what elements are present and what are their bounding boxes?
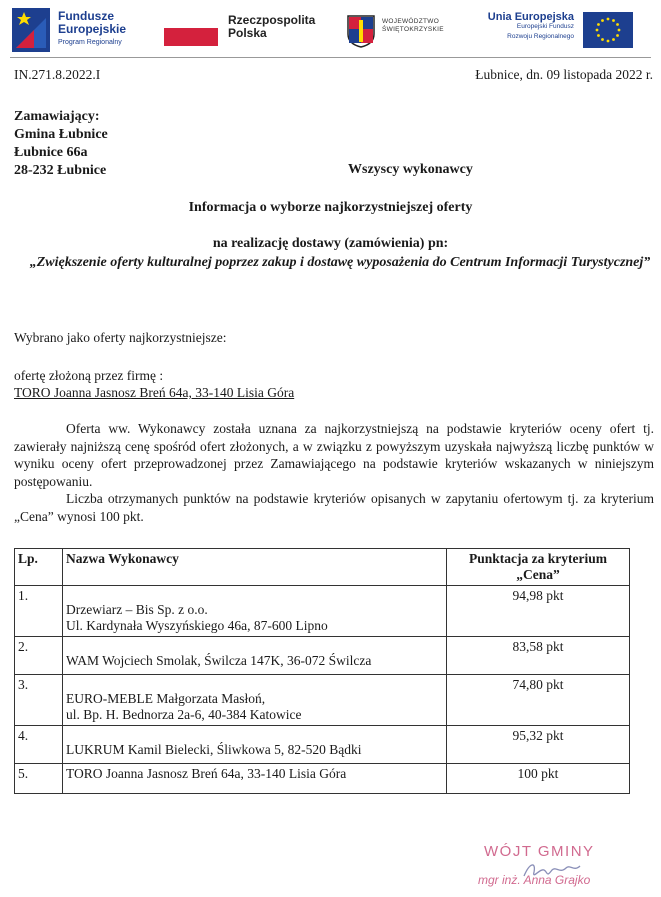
ue-line3: Rozwoju Regionalnego [507, 33, 574, 40]
sw-line2: ŚWIĘTOKRZYSKIE [382, 26, 444, 33]
row-name-line1: TORO Joanna Jasnosz Breń 64a, 33-140 Lisia Góra [66, 766, 347, 781]
zamawiajacy-street: Łubnice 66a [14, 145, 88, 160]
header-name: Nazwa Wykonawcy [63, 549, 447, 586]
eu-star-icon [607, 18, 610, 21]
place-date: Łubnice, dn. 09 listopada 2022 r. [475, 67, 653, 82]
row-name [63, 675, 447, 726]
row-name-line2: Ul. Kardynała Wyszyńskiego 46a, 87-600 Lipno [66, 618, 328, 633]
polish-flag-icon [164, 28, 218, 46]
document-subtitle: na realizację dostawy (zamówienia) pn: [212, 236, 449, 251]
chosen-intro: Wybrano jako oferty najkorzystniejsze: [14, 330, 227, 345]
row-name-line1: LUKRUM Kamil Bielecki, Śliwkowa 5, 82-520 Bądki [66, 742, 362, 757]
row-name-line1: WAM Wojciech Smolak, Świlcza 147K, 36-072 Świlcza [66, 653, 372, 668]
winning-firm: TORO Joanna Jasnosz Breń 64a, 33-140 Lisia Góra [14, 385, 295, 400]
eu-star-icon [607, 40, 610, 43]
row-lp: 2. [15, 637, 63, 675]
stamp-title: WÓJT GMINY [484, 843, 595, 860]
table-row [15, 675, 630, 726]
pl-line1: Rzeczpospolita [228, 13, 316, 27]
order-subject: „Zwiększenie oferty kulturalnej poprzez zakup i dostawę wyposażenia do Centrum Informacji Turystycznej” [29, 255, 651, 270]
header-lp: Lp. [15, 549, 63, 586]
row-lp: 3. [15, 675, 63, 726]
row-score: 94,98 pkt [447, 586, 630, 637]
rzeczpospolita-label [228, 14, 315, 40]
eu-star-icon [616, 23, 619, 26]
zamawiajacy-name: Gmina Łubnice [14, 127, 108, 142]
eu-star-icon [597, 23, 600, 26]
offers-table [14, 548, 630, 794]
row-name [63, 726, 447, 764]
offer-by-label: ofertę złożoną przez firmę : [14, 368, 164, 383]
row-name-line1: Drzewiarz – Bis Sp. z o.o. [66, 602, 208, 617]
row-name-line1: EURO-MEBLE Małgorzata Masłoń, [66, 691, 266, 706]
eu-flag-icon [583, 12, 633, 48]
row-name [63, 586, 447, 637]
header-divider [10, 57, 651, 58]
row-score: 83,58 pkt [447, 637, 630, 675]
ue-line1: Unia Europejska [487, 11, 574, 23]
swietokrzyskie-crest-icon [346, 14, 376, 48]
row-score: 100 pkt [447, 764, 630, 794]
zamawiajacy-label: Zamawiający: [14, 109, 100, 124]
row-name-line2: ul. Bp. H. Bednorza 2a-6, 40-384 Katowice [66, 707, 302, 722]
header-score: Punktacja za kryterium „Cena” [447, 549, 630, 586]
table-row [15, 586, 630, 637]
table-row [15, 726, 630, 764]
ue-line2: Europejski Fundusz [516, 23, 574, 30]
eu-star-icon [596, 29, 599, 32]
eu-star-icon [612, 38, 615, 41]
row-lp: 4. [15, 726, 63, 764]
row-name [63, 637, 447, 675]
table-row [15, 764, 630, 794]
points-paragraph: Liczba otrzymanych punktów na podstawie kryteriów opisanych w zapytaniu ofertowym tj. za kryterium „Cena” wynosi 100 pkt. [14, 491, 654, 524]
row-name [63, 764, 447, 794]
stamp-name: mgr inż. Anna Grajko [478, 873, 591, 887]
table-header-row [15, 549, 630, 586]
table-row [15, 637, 630, 675]
zamawiajacy-city: 28-232 Łubnice [14, 163, 107, 178]
eu-star-icon [618, 29, 621, 32]
pl-line2: Polska [228, 26, 267, 40]
fe-line2: Europejskie [58, 22, 127, 36]
fundusze-europejskie-label [58, 10, 126, 49]
fundusze-europejskie-logo-icon [12, 8, 50, 52]
sw-line1: WOJEWÓDZTWO [382, 18, 440, 25]
recipients: Wszyscy wykonawcy [348, 162, 473, 177]
unia-europejska-label [474, 12, 574, 42]
fe-line3: Program Regionalny [58, 39, 122, 46]
eu-star-icon [597, 34, 600, 37]
zamawiajacy-block [14, 108, 108, 180]
row-lp: 5. [15, 764, 63, 794]
eu-star-icon [601, 38, 604, 41]
row-lp: 1. [15, 586, 63, 637]
row-score: 74,80 pkt [447, 675, 630, 726]
eu-star-icon [601, 19, 604, 22]
row-score: 95,32 pkt [447, 726, 630, 764]
eu-star-icon [616, 34, 619, 37]
justification-paragraph: Oferta ww. Wykonawcy została uznana za najkorzystniejszą na podstawie kryteriów oceny ofert tj. zawierały najniższą cenę spośród ofert złożonych, a w związku z powyższym uzyskała najwyższą liczbę punktów w wyniku oceny ofert przeprowadzonej przez Zamawiającego na podstawie kryteriów wskazanych w niniejszym postępowaniu. [14, 421, 654, 489]
wojewodztwo-label [382, 18, 444, 34]
fe-line1: Fundusze [58, 9, 114, 23]
reference-number: IN.271.8.2022.I [14, 67, 101, 82]
document-title: Informacja o wyborze najkorzystniejszej oferty [188, 200, 473, 215]
eu-star-icon [612, 19, 615, 22]
